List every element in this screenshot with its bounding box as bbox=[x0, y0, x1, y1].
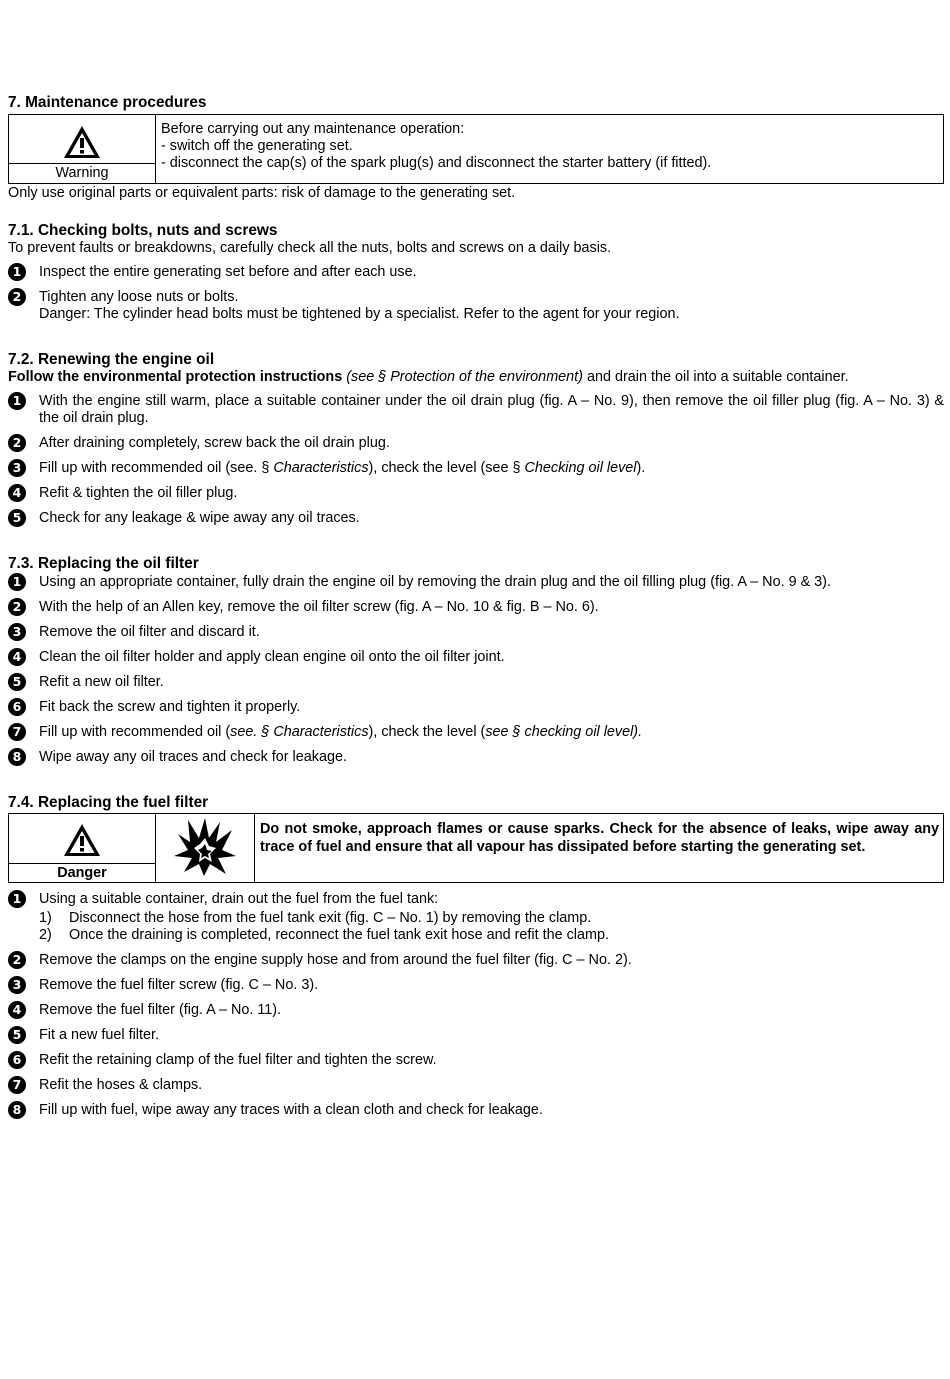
step bbox=[8, 1052, 944, 1069]
subsection-title: 7.2. Renewing the engine oil bbox=[8, 351, 215, 368]
subsection-title: 7.4. Replacing the fuel filter bbox=[8, 794, 209, 811]
sub-steps bbox=[39, 910, 944, 944]
step-number: 7 bbox=[8, 1076, 26, 1094]
step-danger-note: Danger: The cylinder head bolts must be tightened by a specialist. Refer to the agent for your region. bbox=[39, 306, 680, 322]
step-text-part: Fill up with recommended oil (see. § bbox=[39, 460, 274, 476]
step-text: Clean the oil filter holder and apply clean engine oil onto the oil filter joint. bbox=[39, 649, 505, 665]
step bbox=[8, 510, 944, 527]
step-text: Remove the oil filter and discard it. bbox=[39, 624, 260, 640]
step-text: Wipe away any oil traces and check for leakage. bbox=[39, 749, 347, 765]
subsection-intro: To prevent faults or breakdowns, carefully check all the nuts, bolts and screws on a daily basis. bbox=[8, 240, 612, 256]
step-number: 3 bbox=[8, 976, 26, 994]
danger-text: Do not smoke, approach flames or cause sparks. Check for the absence of leaks, wipe away any trace of fuel and ensure that all vapour has dissipated before starting the generating set. bbox=[255, 814, 944, 883]
step-text: Inspect the entire generating set before and after each use. bbox=[39, 264, 417, 280]
intro-italic: (see § Protection of the environment) bbox=[346, 369, 583, 385]
section-7-4 bbox=[8, 794, 944, 1119]
warning-triangle-icon bbox=[62, 822, 102, 858]
step-text: Refit & tighten the oil filler plug. bbox=[39, 485, 238, 501]
step-text: Fit back the screw and tighten it properly. bbox=[39, 699, 301, 715]
maintenance-page bbox=[8, 94, 944, 1119]
section-title: 7. Maintenance procedures bbox=[8, 94, 207, 111]
step-number: 5 bbox=[8, 673, 26, 691]
step-text: After draining completely, screw back the oil drain plug. bbox=[39, 435, 390, 451]
step-text: Using a suitable container, drain out the fuel from the fuel tank: bbox=[39, 891, 439, 907]
step-number: 2 bbox=[8, 434, 26, 452]
step bbox=[8, 460, 944, 477]
sub-step bbox=[39, 927, 944, 944]
step-text-part: ). bbox=[636, 460, 646, 476]
step bbox=[8, 624, 944, 641]
intro-bold: Follow the environmental protection instructions bbox=[8, 369, 343, 385]
step-number: 4 bbox=[8, 1001, 26, 1019]
sub-step-text: Once the draining is completed, reconnect the fuel tank exit hose and refit the clamp. bbox=[69, 927, 609, 943]
step-number: 5 bbox=[8, 509, 26, 527]
section-7-1 bbox=[8, 222, 944, 323]
step-text: Refit the hoses & clamps. bbox=[39, 1077, 203, 1093]
explosion-icon-cell bbox=[156, 814, 255, 883]
step bbox=[8, 1002, 944, 1019]
step-text: Using an appropriate container, fully drain the engine oil by removing the drain plug and the oil filling plug (fig. A – No. 9 & 3). bbox=[39, 574, 831, 590]
step bbox=[8, 699, 944, 716]
step bbox=[8, 393, 944, 427]
step-text: Remove the clamps on the engine supply hose and from around the fuel filter (fig. C – No. 2). bbox=[39, 952, 632, 968]
step-text: Tighten any loose nuts or bolts. bbox=[39, 289, 239, 305]
step bbox=[8, 649, 944, 666]
step-text-italic: Characteristics bbox=[273, 460, 369, 476]
step-text: With the help of an Allen key, remove the oil filter screw (fig. A – No. 10 & fig. B – No. 6). bbox=[39, 599, 599, 615]
step-number: 5 bbox=[8, 1026, 26, 1044]
danger-caption: Danger bbox=[9, 863, 155, 882]
step bbox=[8, 1102, 944, 1119]
step-text-italic: see § checking oil level). bbox=[485, 724, 643, 740]
explosion-icon bbox=[172, 816, 238, 876]
step-text-part: Fill up with recommended oil ( bbox=[39, 724, 231, 740]
warning-line: Before carrying out any maintenance operation: bbox=[161, 121, 465, 137]
step-number: 1 bbox=[8, 573, 26, 591]
step bbox=[8, 724, 944, 741]
intro-rest: and drain the oil into a suitable container. bbox=[586, 369, 849, 385]
step-number: 2 bbox=[8, 288, 26, 306]
warning-box bbox=[8, 114, 944, 184]
step-text: Fill up with fuel, wipe away any traces with a clean cloth and check for leakage. bbox=[39, 1102, 543, 1118]
step bbox=[8, 485, 944, 502]
step bbox=[8, 1077, 944, 1094]
step-text: Remove the fuel filter (fig. A – No. 11). bbox=[39, 1002, 282, 1018]
step bbox=[8, 977, 944, 994]
step bbox=[8, 749, 944, 766]
step-number: 6 bbox=[8, 698, 26, 716]
warning-text bbox=[156, 115, 944, 184]
step-number: 4 bbox=[8, 484, 26, 502]
step bbox=[8, 574, 944, 591]
step bbox=[8, 264, 944, 281]
step bbox=[8, 1027, 944, 1044]
step-number: 3 bbox=[8, 623, 26, 641]
step-text-italic: see. § Characteristics bbox=[230, 724, 369, 740]
danger-box bbox=[8, 813, 944, 883]
subsection-title: 7.1. Checking bolts, nuts and screws bbox=[8, 222, 278, 239]
section-7-3 bbox=[8, 555, 944, 766]
step bbox=[8, 599, 944, 616]
step-text bbox=[39, 460, 645, 476]
section-7-2 bbox=[8, 351, 944, 527]
subsection-intro bbox=[8, 369, 944, 386]
warning-triangle-icon bbox=[62, 124, 102, 160]
step-text: Check for any leakage & wipe away any oil traces. bbox=[39, 510, 360, 526]
step-text: Remove the fuel filter screw (fig. C – No. 3). bbox=[39, 977, 319, 993]
step-text: Fit a new fuel filter. bbox=[39, 1027, 159, 1043]
danger-icon-cell bbox=[9, 814, 156, 883]
step bbox=[8, 435, 944, 452]
step-text-italic: Checking oil level bbox=[524, 460, 637, 476]
step-text: Refit the retaining clamp of the fuel filter and tighten the screw. bbox=[39, 1052, 437, 1068]
sub-step-number: 1) bbox=[39, 910, 52, 926]
step bbox=[8, 952, 944, 969]
step-number: 1 bbox=[8, 263, 26, 281]
step bbox=[8, 289, 944, 323]
step-number: 6 bbox=[8, 1051, 26, 1069]
step-number: 8 bbox=[8, 1101, 26, 1119]
warning-line: - disconnect the cap(s) of the spark plug(s) and disconnect the starter battery (if fitted). bbox=[161, 155, 712, 171]
step-text: With the engine still warm, place a suitable container under the oil drain plug (fig. A – No. 9), then remove the oil filler plug (fig. A – No. 3) & the oil drain plug. bbox=[39, 393, 944, 426]
step-number: 4 bbox=[8, 648, 26, 666]
step-number: 1 bbox=[8, 890, 26, 908]
step-number: 3 bbox=[8, 459, 26, 477]
sub-step-text: Disconnect the hose from the fuel tank exit (fig. C – No. 1) by removing the clamp. bbox=[69, 910, 592, 926]
warning-icon-cell bbox=[9, 115, 156, 184]
step-number: 8 bbox=[8, 748, 26, 766]
step-text-part: ), check the level (see § bbox=[368, 460, 525, 476]
original-parts-note: Only use original parts or equivalent parts: risk of damage to the generating set. bbox=[8, 185, 516, 201]
step bbox=[8, 891, 944, 944]
step-number: 2 bbox=[8, 951, 26, 969]
sub-step-number: 2) bbox=[39, 927, 52, 943]
step-number: 7 bbox=[8, 723, 26, 741]
step-text: Refit a new oil filter. bbox=[39, 674, 164, 690]
step-number: 1 bbox=[8, 392, 26, 410]
warning-caption: Warning bbox=[9, 163, 155, 183]
step-number: 2 bbox=[8, 598, 26, 616]
subsection-title: 7.3. Replacing the oil filter bbox=[8, 555, 199, 572]
sub-step bbox=[39, 910, 944, 927]
step-text-part: ), check the level ( bbox=[368, 724, 486, 740]
warning-line: - switch off the generating set. bbox=[161, 138, 353, 154]
step bbox=[8, 674, 944, 691]
step-text bbox=[39, 724, 642, 740]
